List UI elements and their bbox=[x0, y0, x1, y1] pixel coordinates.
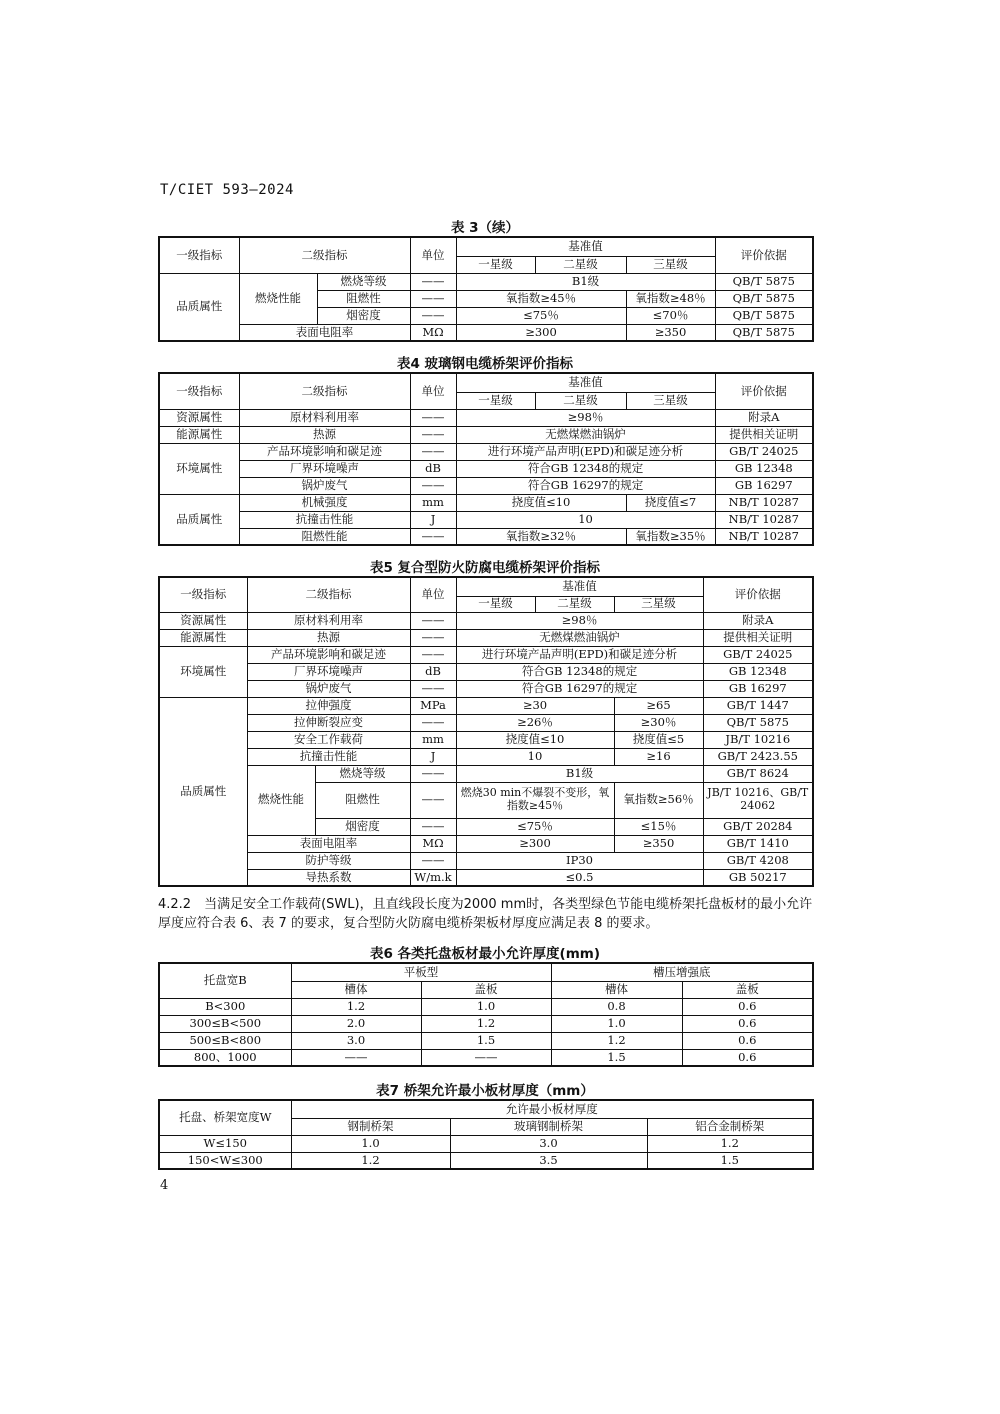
t4-r4-basis: GB 12348 bbox=[715, 460, 813, 477]
t4-r8-v3: 氧指数≥35％ bbox=[626, 528, 715, 545]
t5-r1-basis: 附录A bbox=[703, 612, 813, 629]
t3-d-v12: ≥300 bbox=[456, 324, 626, 341]
t6-h-cover1: 盖板 bbox=[421, 981, 551, 998]
t5-r14-name: 防护等级 bbox=[247, 852, 410, 869]
t3-c-basis: QB/T 5875 bbox=[715, 307, 813, 324]
t5-r5-basis: GB 16297 bbox=[703, 680, 813, 697]
t3-h-c1: 一级指标 bbox=[159, 237, 239, 273]
t6-cell: 2.0 bbox=[291, 1015, 421, 1032]
t3-c-name: 烟密度 bbox=[317, 307, 410, 324]
t4-r4-v: 符合GB 12348的规定 bbox=[456, 460, 715, 477]
t7-h-steel: 钢制桥架 bbox=[291, 1118, 450, 1135]
t5-r6-name: 拉伸强度 bbox=[247, 697, 410, 714]
t3-b-v12: 氧指数≥45％ bbox=[456, 290, 626, 307]
t4-h-base: 基准值 bbox=[456, 373, 715, 392]
t4-r2-v: 无燃煤燃油锅炉 bbox=[456, 426, 715, 443]
t6-h-body2: 槽体 bbox=[551, 981, 682, 998]
t6-cell: 800、1000 bbox=[159, 1049, 291, 1066]
t5-r13-v3: ≥350 bbox=[614, 835, 703, 852]
t4-h-c2: 二级指标 bbox=[239, 373, 410, 409]
t3-h-unit: 单位 bbox=[410, 237, 456, 273]
t7-cell: 1.5 bbox=[647, 1152, 813, 1169]
t5-h-c2: 二级指标 bbox=[247, 577, 410, 612]
t3-c-unit: —— bbox=[410, 307, 456, 324]
t5-h-s2: 二星级 bbox=[535, 596, 614, 612]
t4-r8-unit: —— bbox=[410, 528, 456, 545]
t5-h-c1: 一级指标 bbox=[159, 577, 247, 612]
t5-r11-unit: —— bbox=[410, 782, 456, 818]
t5-r5-unit: —— bbox=[410, 680, 456, 697]
t5-r8-unit: mm bbox=[410, 731, 456, 748]
t3-d-basis: QB/T 5875 bbox=[715, 324, 813, 341]
t5-r12-name: 烟密度 bbox=[315, 818, 410, 835]
t7-cell: 3.0 bbox=[450, 1135, 647, 1152]
t4-r3-basis: GB/T 24025 bbox=[715, 443, 813, 460]
t3-a-unit: —— bbox=[410, 273, 456, 290]
t5-r10-v: B1级 bbox=[456, 765, 703, 782]
t5-r15-basis: GB 50217 bbox=[703, 869, 813, 886]
table4 bbox=[158, 372, 814, 546]
t5-h-unit: 单位 bbox=[410, 577, 456, 612]
t5-r9-unit: J bbox=[410, 748, 456, 765]
t7-cell: W≤150 bbox=[159, 1135, 291, 1152]
t4-r6-unit: mm bbox=[410, 494, 456, 511]
t5-r10-basis: GB/T 8624 bbox=[703, 765, 813, 782]
t3-h-s2: 二星级 bbox=[535, 256, 626, 273]
t5-r1-unit: —— bbox=[410, 612, 456, 629]
t4-r5-name: 锅炉废气 bbox=[239, 477, 410, 494]
t6-cell: 1.5 bbox=[551, 1049, 682, 1066]
t6-cell: 1.5 bbox=[421, 1032, 551, 1049]
t7-cell: 3.5 bbox=[450, 1152, 647, 1169]
t5-r15-v: ≤0.5 bbox=[456, 869, 703, 886]
t7-cell: 150<W≤300 bbox=[159, 1152, 291, 1169]
t3-c-v3: ≤70％ bbox=[626, 307, 715, 324]
t5-qual: 品质属性 bbox=[159, 697, 247, 886]
t5-r11-v3: 氧指数≥56％ bbox=[614, 782, 703, 818]
t6-cell: 1.2 bbox=[551, 1032, 682, 1049]
t4-r6-name: 机械强度 bbox=[239, 494, 410, 511]
t5-r9-name: 抗撞击性能 bbox=[247, 748, 410, 765]
t6-cell: 300≤B<500 bbox=[159, 1015, 291, 1032]
t3-h-c2: 二级指标 bbox=[239, 237, 410, 273]
t5-r6-v3: ≥65 bbox=[614, 697, 703, 714]
t7-cell: 1.0 bbox=[291, 1135, 450, 1152]
t6-cell: 3.0 bbox=[291, 1032, 421, 1049]
t4-r4-unit: dB bbox=[410, 460, 456, 477]
t5-r4-name: 厂界环境噪声 bbox=[247, 663, 410, 680]
t4-r1-v: ≥98％ bbox=[456, 409, 715, 426]
t5-r7-v3: ≥30％ bbox=[614, 714, 703, 731]
t5-r8-basis: JB/T 10216 bbox=[703, 731, 813, 748]
t4-r8-name: 阻燃性能 bbox=[239, 528, 410, 545]
t4-r3-name: 产品环境影响和碳足迹 bbox=[239, 443, 410, 460]
t5-r13-name: 表面电阻率 bbox=[247, 835, 410, 852]
t5-h-basis: 评价依据 bbox=[703, 577, 813, 612]
t6-cell: 0.8 bbox=[551, 998, 682, 1015]
t5-r4-unit: dB bbox=[410, 663, 456, 680]
t4-r7-v: 10 bbox=[456, 511, 715, 528]
t3-d-unit: MΩ bbox=[410, 324, 456, 341]
t7-h-al: 铝合金制桥架 bbox=[647, 1118, 813, 1135]
t6-cell: 0.6 bbox=[682, 1049, 813, 1066]
t5-r12-basis: GB/T 20284 bbox=[703, 818, 813, 835]
t5-r7-name: 拉伸断裂应变 bbox=[247, 714, 410, 731]
t6-cell: 1.2 bbox=[291, 998, 421, 1015]
t5-r8-v12: 挠度值≤10 bbox=[456, 731, 614, 748]
t5-r13-unit: MΩ bbox=[410, 835, 456, 852]
t6-cell: —— bbox=[421, 1049, 551, 1066]
t6-h-cover2: 盖板 bbox=[682, 981, 813, 998]
t5-r2-v: 无燃煤燃油锅炉 bbox=[456, 629, 703, 646]
t5-r7-v12: ≥26％ bbox=[456, 714, 614, 731]
t6-cell: —— bbox=[291, 1049, 421, 1066]
t4-r8-v12: 氧指数≥32％ bbox=[456, 528, 626, 545]
t5-r7-unit: —— bbox=[410, 714, 456, 731]
t3-d-v3: ≥350 bbox=[626, 324, 715, 341]
t4-r2-name: 热源 bbox=[239, 426, 410, 443]
t5-r2-cat: 能源属性 bbox=[159, 629, 247, 646]
t5-r15-name: 导热系数 bbox=[247, 869, 410, 886]
t4-r7-unit: J bbox=[410, 511, 456, 528]
t5-r14-unit: —— bbox=[410, 852, 456, 869]
t5-r5-v: 符合GB 16297的规定 bbox=[456, 680, 703, 697]
t6-cell: 0.6 bbox=[682, 1032, 813, 1049]
t4-h-c1: 一级指标 bbox=[159, 373, 239, 409]
t3-a-name: 燃烧等级 bbox=[317, 273, 410, 290]
t5-r11-v12: 燃烧30 min不爆裂不变形，氧指数≥45％ bbox=[456, 782, 614, 818]
t6-cell: 1.0 bbox=[551, 1015, 682, 1032]
t5-r7-basis: QB/T 5875 bbox=[703, 714, 813, 731]
t4-r1-basis: 附录A bbox=[715, 409, 813, 426]
t5-r13-basis: GB/T 1410 bbox=[703, 835, 813, 852]
t5-r6-basis: GB/T 1447 bbox=[703, 697, 813, 714]
t5-r3-unit: —— bbox=[410, 646, 456, 663]
t3-b-unit: —— bbox=[410, 290, 456, 307]
t3-h-s1: 一星级 bbox=[456, 256, 535, 273]
t7-h-frp: 玻璃钢制桥架 bbox=[450, 1118, 647, 1135]
t5-r4-basis: GB 12348 bbox=[703, 663, 813, 680]
t3-b-v3: 氧指数≥48％ bbox=[626, 290, 715, 307]
t5-r1-v: ≥98％ bbox=[456, 612, 703, 629]
t4-r8-basis: NB/T 10287 bbox=[715, 528, 813, 545]
page-number: 4 bbox=[160, 1178, 169, 1193]
t6-h-body1: 槽体 bbox=[291, 981, 421, 998]
t4-r3-v: 进行环境产品声明(EPD)和碳足迹分析 bbox=[456, 443, 715, 460]
t7-cell: 1.2 bbox=[291, 1152, 450, 1169]
t5-r1-cat: 资源属性 bbox=[159, 612, 247, 629]
t3-cat: 品质属性 bbox=[159, 273, 239, 341]
table6-caption: 表6 各类托盘板材最小允许厚度(mm) bbox=[369, 946, 601, 962]
t4-r7-basis: NB/T 10287 bbox=[715, 511, 813, 528]
t3-d-name: 表面电阻率 bbox=[239, 324, 410, 341]
t4-h-s2: 二星级 bbox=[535, 392, 626, 409]
t5-r11-name: 阻燃性 bbox=[315, 782, 410, 818]
t6-cell: 500≤B<800 bbox=[159, 1032, 291, 1049]
t5-r10-name: 燃烧等级 bbox=[315, 765, 410, 782]
t6-cell: 0.6 bbox=[682, 1015, 813, 1032]
t5-r15-unit: W/m.k bbox=[410, 869, 456, 886]
t4-r3-unit: —— bbox=[410, 443, 456, 460]
t5-h-s1: 一星级 bbox=[456, 596, 535, 612]
t5-h-s3: 三星级 bbox=[614, 596, 703, 612]
t4-r1-unit: —— bbox=[410, 409, 456, 426]
t5-r3-basis: GB/T 24025 bbox=[703, 646, 813, 663]
t7-h-w: 托盘、桥架宽度W bbox=[159, 1100, 291, 1135]
t5-r14-basis: GB/T 4208 bbox=[703, 852, 813, 869]
t4-qual: 品质属性 bbox=[159, 494, 239, 545]
t5-r9-v12: 10 bbox=[456, 748, 614, 765]
t3-h-base: 基准值 bbox=[456, 237, 715, 256]
t4-r2-basis: 提供相关证明 bbox=[715, 426, 813, 443]
t5-r4-v: 符合GB 12348的规定 bbox=[456, 663, 703, 680]
t5-r9-v3: ≥16 bbox=[614, 748, 703, 765]
t5-r8-v3: 挠度值≤5 bbox=[614, 731, 703, 748]
t5-r2-unit: —— bbox=[410, 629, 456, 646]
table5 bbox=[158, 576, 814, 887]
t5-r2-name: 热源 bbox=[247, 629, 410, 646]
t4-r5-unit: —— bbox=[410, 477, 456, 494]
t4-env: 环境属性 bbox=[159, 443, 239, 494]
t4-r1-name: 原材料利用率 bbox=[239, 409, 410, 426]
t5-r12-v12: ≤75％ bbox=[456, 818, 614, 835]
t4-r5-basis: GB 16297 bbox=[715, 477, 813, 494]
t5-r13-v12: ≥300 bbox=[456, 835, 614, 852]
t4-r2-cat: 能源属性 bbox=[159, 426, 239, 443]
t4-h-unit: 单位 bbox=[410, 373, 456, 409]
t6-cell: 1.0 bbox=[421, 998, 551, 1015]
t4-r5-v: 符合GB 16297的规定 bbox=[456, 477, 715, 494]
t3-b-name: 阻燃性 bbox=[317, 290, 410, 307]
t4-r4-name: 厂界环境噪声 bbox=[239, 460, 410, 477]
t5-r10-unit: —— bbox=[410, 765, 456, 782]
t4-r6-v3: 挠度值≤7 bbox=[626, 494, 715, 511]
t3-a-basis: QB/T 5875 bbox=[715, 273, 813, 290]
t4-r1-cat: 资源属性 bbox=[159, 409, 239, 426]
table3-caption: 表 3（续） bbox=[450, 220, 520, 236]
table4-caption: 表4 玻璃钢电缆桥架评价指标 bbox=[396, 356, 574, 372]
t4-h-s1: 一星级 bbox=[456, 392, 535, 409]
t6-cell: B<300 bbox=[159, 998, 291, 1015]
table6 bbox=[158, 962, 814, 1067]
t6-h-w: 托盘宽B bbox=[159, 963, 291, 998]
t5-env: 环境属性 bbox=[159, 646, 247, 697]
t5-r9-basis: GB/T 2423.55 bbox=[703, 748, 813, 765]
t3-c-v12: ≤75％ bbox=[456, 307, 626, 324]
t5-fire: 燃烧性能 bbox=[247, 765, 315, 835]
t5-r6-unit: MPa bbox=[410, 697, 456, 714]
t6-cell: 0.6 bbox=[682, 998, 813, 1015]
t5-r14-v: IP30 bbox=[456, 852, 703, 869]
t4-h-basis: 评价依据 bbox=[715, 373, 813, 409]
t5-h-base: 基准值 bbox=[456, 577, 703, 596]
t3-b-basis: QB/T 5875 bbox=[715, 290, 813, 307]
document-header: T/CIET 593—2024 bbox=[160, 182, 294, 198]
t5-r11-basis: JB/T 10216、GB/T 24062 bbox=[703, 782, 813, 818]
t5-r3-name: 产品环境影响和碳足迹 bbox=[247, 646, 410, 663]
t6-cell: 1.2 bbox=[421, 1015, 551, 1032]
t4-r6-basis: NB/T 10287 bbox=[715, 494, 813, 511]
t5-r2-basis: 提供相关证明 bbox=[703, 629, 813, 646]
t5-r12-v3: ≤15％ bbox=[614, 818, 703, 835]
t5-r5-name: 锅炉废气 bbox=[247, 680, 410, 697]
t5-r6-v12: ≥30 bbox=[456, 697, 614, 714]
t4-r7-name: 抗撞击性能 bbox=[239, 511, 410, 528]
table5-caption: 表5 复合型防火防腐电缆桥架评价指标 bbox=[369, 560, 601, 576]
t5-r3-v: 进行环境产品声明(EPD)和碳足迹分析 bbox=[456, 646, 703, 663]
t4-h-s3: 三星级 bbox=[626, 392, 715, 409]
t6-h-flat: 平板型 bbox=[291, 963, 551, 981]
t6-h-ribbed: 槽压增强底 bbox=[551, 963, 813, 981]
paragraph-4-2-2: 4.2.2 当满足安全工作载荷(SWL)，且直线段长度为2000 mm时，各类型绿色节能电缆桥架托盘板材的最小允许厚度应符合表 6、表 7 的要求，复合型防火防腐电缆桥架板材厚度应满足表 8 的要求。 bbox=[158, 897, 813, 931]
t3-sub: 燃烧性能 bbox=[239, 273, 317, 324]
table7 bbox=[158, 1099, 814, 1170]
table7-caption: 表7 桥架允许最小板材厚度（mm） bbox=[376, 1083, 594, 1099]
t5-r12-unit: —— bbox=[410, 818, 456, 835]
t5-r8-name: 安全工作载荷 bbox=[247, 731, 410, 748]
t4-r2-unit: —— bbox=[410, 426, 456, 443]
t3-h-basis: 评价依据 bbox=[715, 237, 813, 273]
t5-r1-name: 原材料利用率 bbox=[247, 612, 410, 629]
t3-a-v: B1级 bbox=[456, 273, 715, 290]
t7-cell: 1.2 bbox=[647, 1135, 813, 1152]
t3-h-s3: 三星级 bbox=[626, 256, 715, 273]
t4-r6-v12: 挠度值≤10 bbox=[456, 494, 626, 511]
t7-h-min: 允许最小板材厚度 bbox=[291, 1100, 813, 1118]
table3 bbox=[158, 236, 814, 342]
